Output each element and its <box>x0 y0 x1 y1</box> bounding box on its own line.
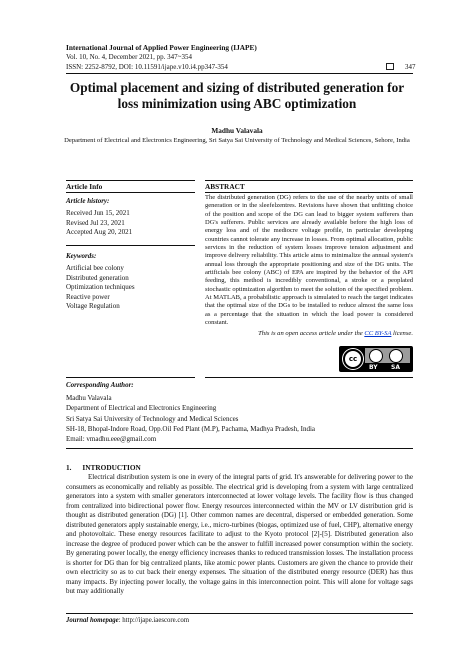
license-statement <box>205 330 413 337</box>
abstract-bottom-rule <box>205 377 413 378</box>
article-info-top-rule <box>66 180 195 181</box>
article-history-label: Article history: <box>66 197 110 205</box>
cc-logo-icon: cc <box>343 349 363 369</box>
corresponding-rule <box>66 448 413 449</box>
keyword-item: Optimization techniques <box>66 283 135 292</box>
homepage-label: Journal homepage <box>66 617 119 624</box>
footer-rule <box>66 613 413 614</box>
keyword-item: Reactive power <box>66 292 110 301</box>
article-info-heading: Article Info <box>66 182 103 191</box>
abstract-top-rule <box>205 180 413 181</box>
keyword-item: Voltage Regulation <box>66 302 120 311</box>
corr-name: Madhu Valavala <box>66 394 112 402</box>
corr-department: Department of Electrical and Electronics Engineering <box>66 404 217 413</box>
journal-issn: ISSN: 2252-8792, DOI: 10.11591/ijape.v10.i4.pp347-354 <box>66 63 228 71</box>
corr-university: Sri Satya Sai University of Technology and Medical Sciences <box>66 414 239 423</box>
person-icon <box>369 349 383 363</box>
license-link[interactable]: CC BY-SA <box>364 330 392 337</box>
corresponding-author <box>66 393 315 444</box>
license-prefix: This is an open access article under the <box>258 330 365 337</box>
badge-sa-label: SA <box>391 364 400 371</box>
introduction-heading: 1. INTRODUCTION <box>66 463 141 472</box>
paper-title: Optimal placement and sizing of distributed generation for loss minimization using ABC optimization <box>69 80 405 111</box>
journal-volume: Vol. 10, No. 4, December 2021, pp. 347~354 <box>66 53 192 61</box>
article-info-sub-rule <box>66 192 195 193</box>
introduction-text: Electrical distribution system is one in every of the integral parts of grid. It's answerable for delivering power to the consumers as economically and reliably as possible. The electrical grid is developing from a system with large centralized generators into a system with smaller generators interconnected at lower voltage levels. The facility flow is thus changed from centralized into bidirectional power flow. Energy resources interconnected within the MV or LV distribution grid is thought as distributed generation (DG) [1]. Other common names are decentral, dispersed or embedded generation. Some distributed generators apply sustainable energy, i.e., micro-turbines (biogas, optimized use of fuel, CHP), alternative energy and photovoltaic. These energy resources facilitate to adjust to the Kyoto protocol [2]-[5]. Distributed generation also increase the degree of produced power which can be the answer to fulfill increased power consumption within the society. By generating power locally, the energy efficiency increases thanks to reduced transmission losses. The installation process is shorter for DG than for big centralized plants, like atomic power plants. Customers are given the chance to provide their own electricity so as to cut back their energy expenses. The situation of the distributed energy resource (DER) has thus many impacts. By injecting power locally, the voltage gains in this interconnection point. This will alone for voltage sags but may additionally <box>66 473 413 595</box>
keyword-item: Artificial bee colony <box>66 264 124 272</box>
abstract-sub-rule <box>205 192 413 193</box>
header-rule <box>66 73 413 74</box>
history-accepted: Accepted Aug 20, 2021 <box>66 228 133 237</box>
author-affiliation: Department of Electrical and Electronics Engineering, Sri Satya Sai University of Technology and Medical Sciences, Sehore, India <box>64 137 410 144</box>
page-number: 347 <box>405 63 416 71</box>
history-revised: Revised Jul 23, 2021 <box>66 218 125 227</box>
abstract-text: The distributed generation (DG) refers to the use of the nearby units of small generation or in the sleefelzentres. Revisions have shown that unfitting choice of the position and scope of the DG can lead to bigger system sufferers than DG's sufferers. Public services are already available before the high loss of energy loss and of the mediocre voltage profile, in particular developing countries cannot tolerate any increase in losses. From optimal allocation, public services in the reduction of system losses improve tension adjustment and improve delivery reliability. This article aims to minimalize the annual system's annual loss through the appropriate positioning and size of the DG units. The artificials bee colony (ABC) of EPA are inspired by the behavior of the API feeding, this method is incredibly conventional, a stroke or a peoplated stochastic optimization algorithm to meet the solution of the specified problem. At MATLAB, a probabilistic approach is simulated to reach the target indicates that the optimal size of the DGs to be installed to reduce almost the same loss as a percentage that the situation in which the load power is considered constant. <box>205 194 413 327</box>
cc-by-sa-badge[interactable] <box>339 346 413 372</box>
abstract-heading: ABSTRACT <box>205 182 245 191</box>
journal-name: International Journal of Applied Power Engineering (IJAPE) <box>66 43 257 52</box>
keywords-list <box>66 264 135 312</box>
corr-address: SH-18, Bhopal-Indore Road, Opp.Oil Fed Plant (M.P), Pachama, Madhya Pradesh, India <box>66 424 316 433</box>
homepage-url[interactable]: : http://ijape.iaescore.com <box>118 617 190 624</box>
page-box-icon <box>386 63 394 70</box>
corresponding-label: Corresponding Author: <box>66 381 134 389</box>
history-received: Received Jun 15, 2021 <box>66 209 130 217</box>
keywords-label: Keywords: <box>66 252 97 260</box>
journal-homepage <box>66 617 189 624</box>
article-history <box>66 209 132 238</box>
author-name: Madhu Valavala <box>211 126 263 135</box>
info-bottom-rule <box>66 377 195 378</box>
keyword-item: Distributed generation <box>66 273 129 282</box>
corr-email[interactable]: Email: vmadhu.eee@gmail.com <box>66 435 157 444</box>
share-alike-icon <box>389 349 403 363</box>
keywords-rule <box>66 245 195 246</box>
badge-by-label: BY <box>369 364 378 371</box>
license-suffix: license. <box>391 330 413 337</box>
